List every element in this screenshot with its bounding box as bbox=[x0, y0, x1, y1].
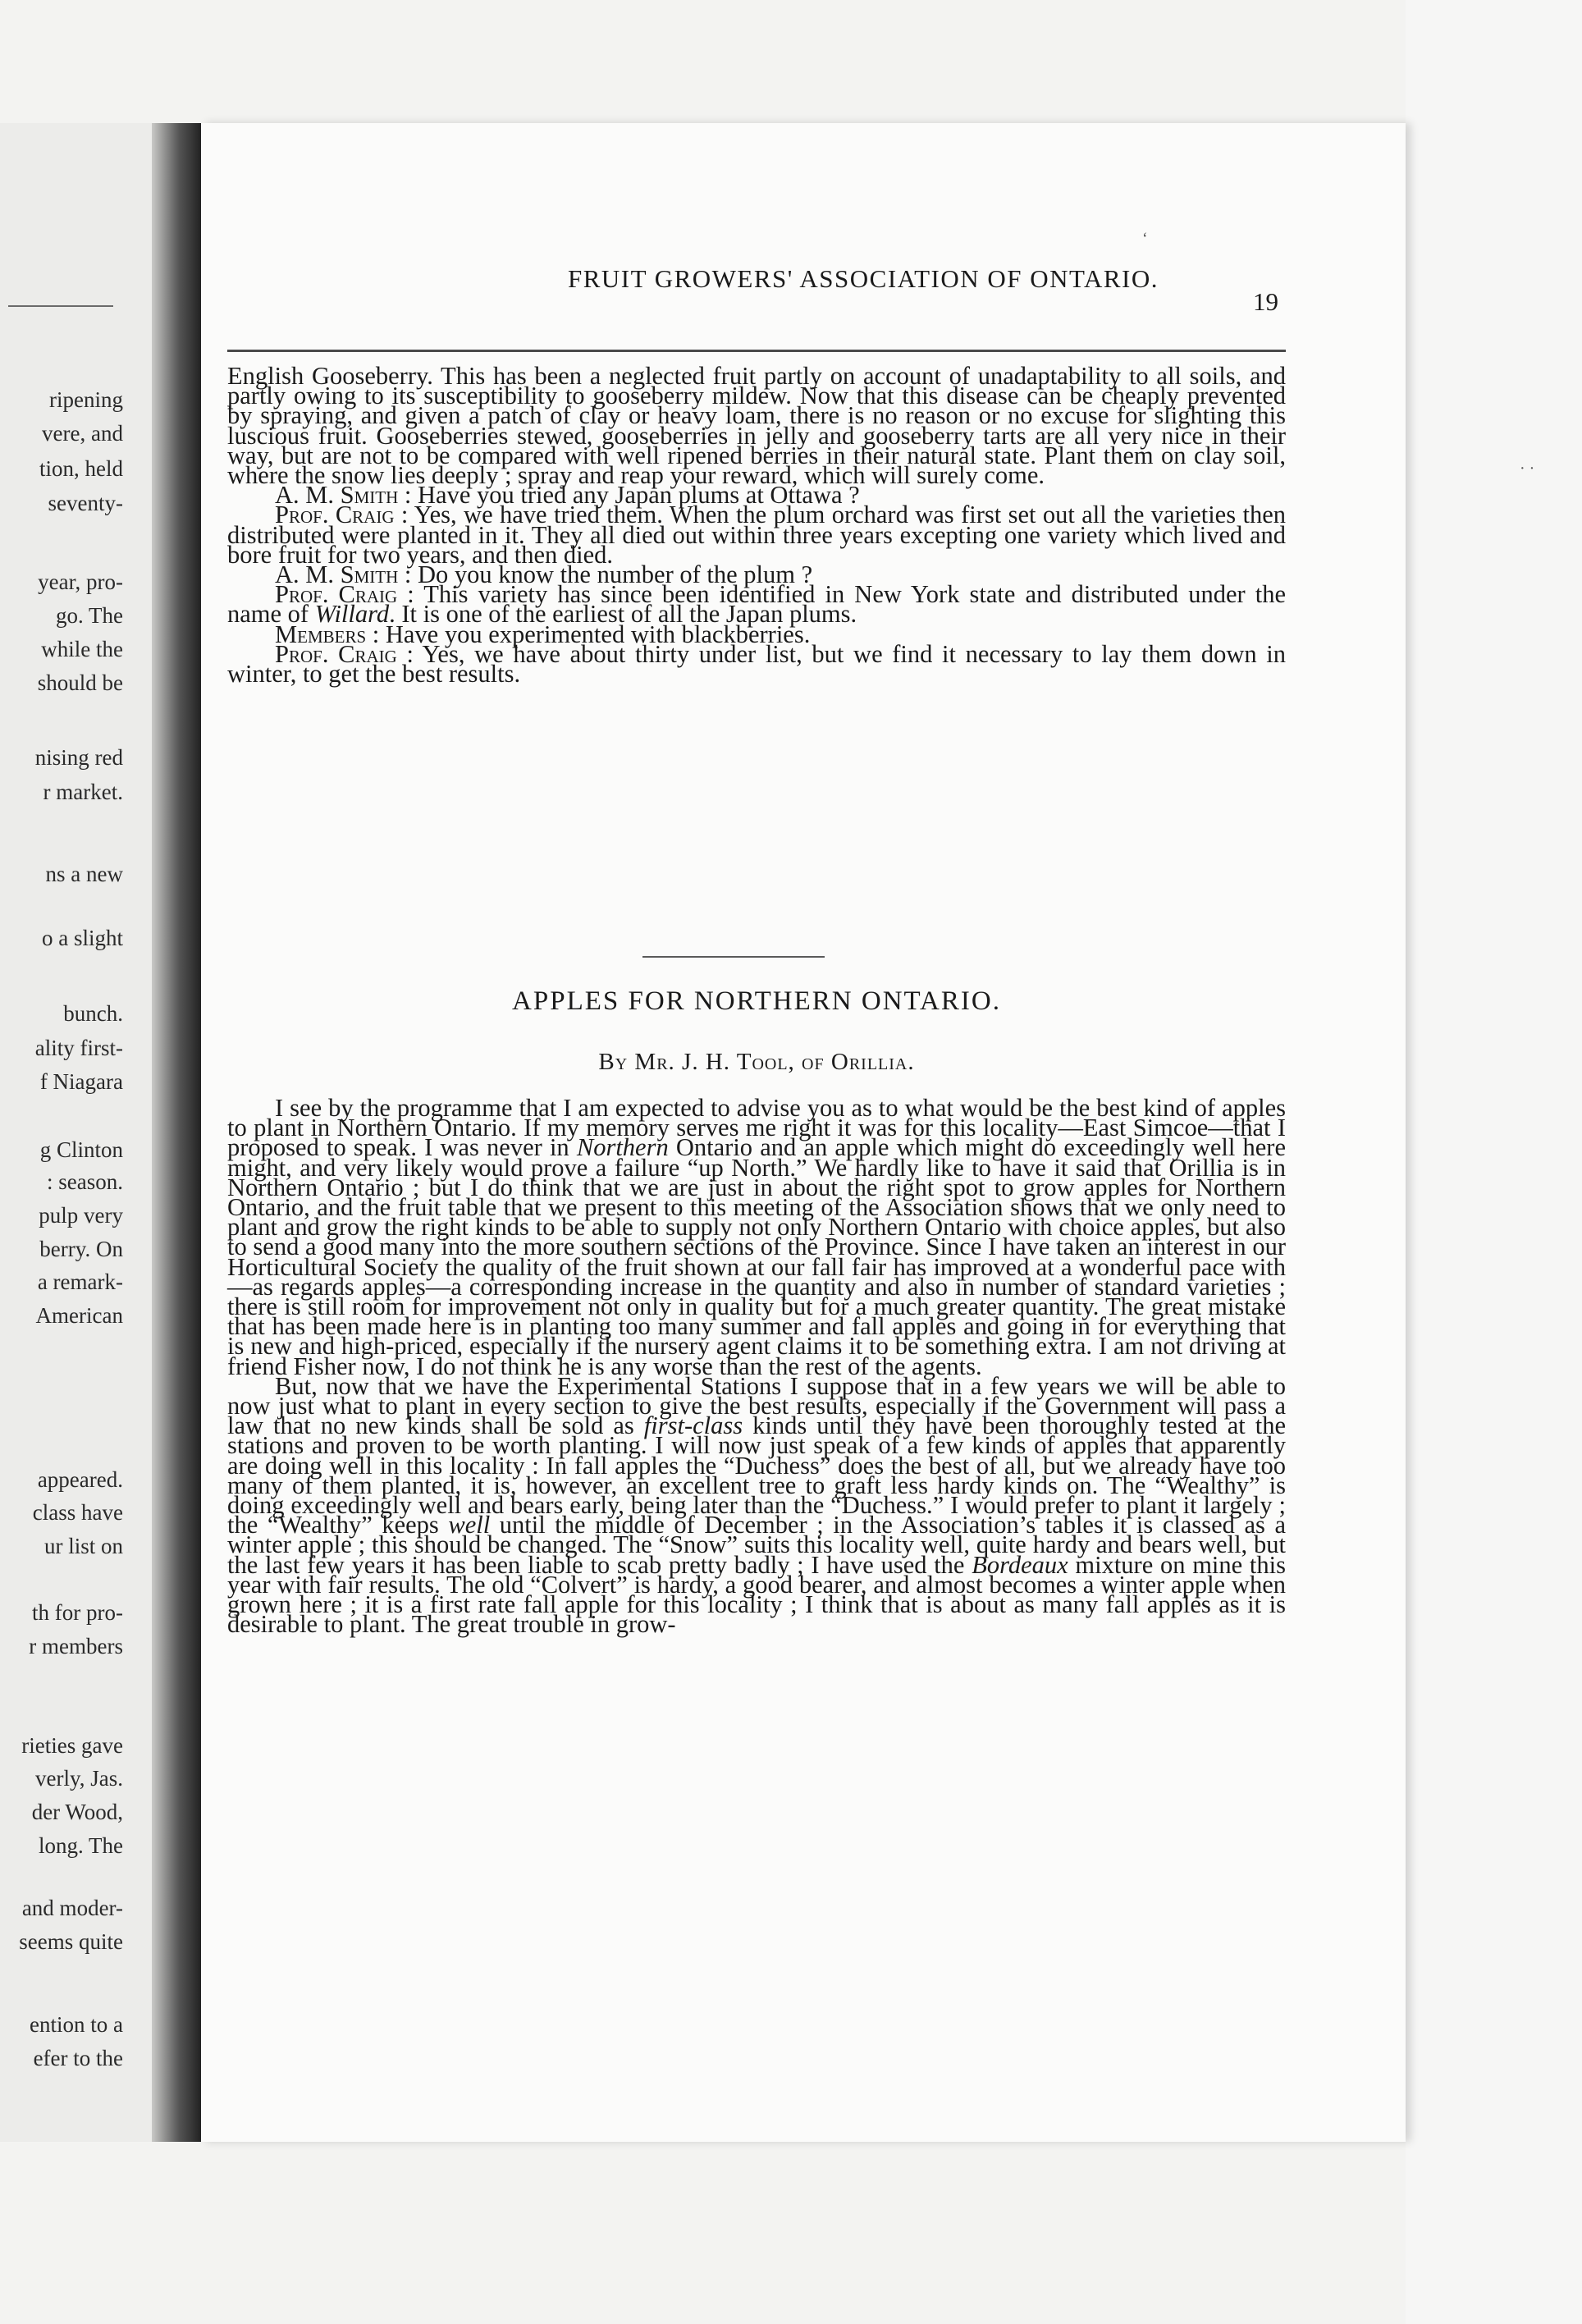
left-page-line: a remark- bbox=[37, 1270, 123, 1294]
left-page-line: vere, and bbox=[42, 421, 123, 446]
left-page-line: efer to the bbox=[33, 2046, 123, 2070]
body-text: But, now that we have the Experimental Stations I suppose that in a few years we will be able to now just what to plant in every section to give the best results, especially if the Government will pass a law that no new kinds shall be sold as bbox=[227, 1371, 1286, 1440]
question-text: : Have you experimented with blackberries. bbox=[366, 620, 811, 648]
variety-name: Willard bbox=[314, 600, 390, 629]
body-paragraph-1 bbox=[227, 1094, 1287, 1380]
speaker-name: A. M. Smith bbox=[275, 560, 399, 589]
main-page bbox=[201, 123, 1406, 2142]
answer-text: . It is one of the earliest of all the Japan plums. bbox=[389, 600, 857, 629]
left-page-line: r members bbox=[29, 1634, 123, 1658]
speaker-name: Prof. Craig bbox=[275, 580, 398, 609]
left-page-line: seems quite bbox=[19, 1929, 123, 1954]
left-page-line: o a slight bbox=[42, 926, 123, 950]
left-page-line: bunch. bbox=[63, 1001, 123, 1026]
emphasis: well bbox=[448, 1511, 491, 1539]
body-text: mixture on mine this year with fair results. The old “Colvert” is hardy, a good bearer, and almost becomes a winter apple when grown here ; it is a first rate fall apple for this locality ; I think that is about as many fall apples as it is desirable to plant. The great trouble in grow- bbox=[227, 1550, 1286, 1639]
answer-1 bbox=[227, 501, 1286, 569]
scan-speck: · · bbox=[1520, 460, 1535, 478]
left-page-line: g Clinton bbox=[39, 1137, 123, 1162]
scan-speck: ‘ bbox=[1142, 230, 1148, 248]
left-page-line: th for pro- bbox=[32, 1600, 123, 1625]
left-page-line: ns a new bbox=[45, 862, 123, 886]
header-rule bbox=[227, 350, 1286, 352]
left-page-line: tion, held bbox=[39, 456, 123, 481]
left-page-line: f Niagara bbox=[39, 1069, 123, 1094]
emphasis: Northern bbox=[576, 1133, 669, 1162]
running-head: FRUIT GROWERS' ASSOCIATION OF ONTARIO. bbox=[567, 264, 1159, 293]
left-page-line: appeared. bbox=[37, 1467, 123, 1492]
left-page-line: seventy- bbox=[48, 491, 123, 515]
section-divider bbox=[642, 956, 825, 958]
body-text: Ontario and an apple which might do exceedingly well here might, and very likely would prove a failure “up North.” We hardly like to have it said that Orillia is in Northern Ontario ; but I do think that we are just in about the right spot to grow apples for Northern Ontario, and the fruit table that we present to this meeting of the Association shows that we only need to plant and grow the right kinds to be able to supply not only Northern Ontario with choice apples, but also to send a good many into the more southern sections of the Province. Since I have taken an interest in our Horticultural Society the quality of the fruit shown at our fall fair has improved at a wonderful pace with—as regards apples—a corresponding increase in the quantity and also in number of standard varieties ; there is still room for improvement not only in quality but for a much greater quantity. The great mistake that has been made here is in planting too many summer and fall apples and going in for everything that is new and high-priced, especially if the nursery agent claims it to be something extra. I am not driving at friend Fisher now, I do not think he is any worse than the rest of the agents. bbox=[227, 1133, 1287, 1380]
left-page-line: year, pro- bbox=[38, 570, 123, 594]
left-page-line: and moder- bbox=[21, 1896, 123, 1920]
speaker-name: Prof. Craig bbox=[275, 501, 395, 529]
left-page-line: : season. bbox=[47, 1169, 123, 1194]
speaker-name: Members bbox=[275, 620, 367, 648]
left-page-line: long. The bbox=[39, 1833, 123, 1858]
question-text: : Have you tried any Japan plums at Ottawa ? bbox=[398, 481, 860, 510]
left-page-line: while the bbox=[41, 637, 123, 661]
left-page-line: nising red bbox=[34, 745, 123, 770]
answer-text: : Yes, we have tried them. When the plum orchard was first set out all the varieties then distributed were planted in it. They all died out within three years excepting one variety which lived and bore fruit for two years, and then died. bbox=[227, 501, 1286, 569]
article-body bbox=[227, 1094, 1287, 1639]
left-page-line: ur list on bbox=[43, 1534, 123, 1558]
body-text: kinds until they have been thoroughly tested at the stations and proven to be worth planting. I will now just speak of a few kinds of apples that apparently are doing well in this locality : In fall apples the “Duchess” does the best of all, but we already have too many of them planted, it is, however, an excellent tree to graft less hardy kinds on. The “Wealthy” is doing exceedingly well and bears early, being later than the “Duchess.” I would prefer to plant it largely ; the “Wealthy” keeps bbox=[227, 1411, 1286, 1539]
scan-margin bbox=[1406, 0, 1582, 2324]
answer-2 bbox=[227, 580, 1286, 629]
left-page-line: der Wood, bbox=[31, 1800, 123, 1824]
left-page-line: ality first- bbox=[34, 1036, 123, 1060]
left-page-line: r market. bbox=[43, 780, 123, 804]
left-page-rule bbox=[8, 305, 113, 307]
question-text: : Do you know the number of the plum ? bbox=[398, 560, 813, 589]
speaker-name: A. M. Smith bbox=[275, 481, 399, 510]
left-page-line: rieties gave bbox=[21, 1733, 123, 1758]
speaker-name: Prof. Craig bbox=[275, 639, 397, 668]
left-page-line: pulp very bbox=[39, 1203, 123, 1228]
left-page-line: berry. On bbox=[39, 1237, 123, 1261]
left-page-line: should be bbox=[37, 670, 123, 695]
left-page-line: class have bbox=[32, 1500, 123, 1525]
left-page-line: ention to a bbox=[30, 2012, 123, 2037]
left-page-line: go. The bbox=[56, 603, 123, 628]
section-title: APPLES FOR NORTHERN ONTARIO. bbox=[512, 986, 1001, 1016]
page-number: 19 bbox=[1253, 287, 1278, 316]
book-gutter bbox=[152, 123, 201, 2142]
discussion-text bbox=[227, 362, 1286, 689]
emphasis: Bordeaux bbox=[972, 1550, 1068, 1579]
left-page-line: American bbox=[35, 1303, 123, 1328]
gooseberry-paragraph: English Gooseberry. This has been a neglected fruit partly on account of unadaptability to all soils, and partly owing to its susceptibility to gooseberry mildew. Now that this disease can be cheaply prevented by spraying, and given a patch of clay or heavy loam, there is no reason or no excuse for slighting this luscious fruit. Gooseberries stewed, gooseberries in jelly and gooseberry tarts are all very nice in their way, but are not to be compared with well ripened berries in their natural state. Plant them on clay soil, where the snow lies deeply ; spray and reap your reward, which will surely come. bbox=[227, 362, 1286, 490]
body-text: I see by the programme that I am expected to advise you as to what would be the best kind of apples to plant in Northern Ontario. If my memory serves me right it was for this locality—East Simcoe—that I proposed to speak. I was never in bbox=[227, 1094, 1286, 1162]
answer-3 bbox=[227, 639, 1286, 689]
emphasis: first-class bbox=[643, 1411, 743, 1440]
body-text: until the middle of December ; in the Association’s tables it is classed as a winter apple ; this should be changed. The “Snow” suits this locality well, quite hardy and bears well, but the last few years it has been liable to scab pretty badly ; I have used the bbox=[227, 1511, 1286, 1579]
answer-text: : Yes, we have about thirty under list, but we find it necessary to lay them down in winter, to get the best results. bbox=[227, 639, 1286, 689]
left-page-line: ripening bbox=[49, 387, 123, 412]
section-byline: By Mr. J. H. Tool, of Orillia. bbox=[598, 1049, 915, 1075]
body-paragraph-2 bbox=[227, 1371, 1286, 1639]
left-page-line: verly, Jas. bbox=[35, 1766, 123, 1791]
answer-text: : This variety has since been identified in New York state and distributed under the name of bbox=[227, 580, 1286, 629]
